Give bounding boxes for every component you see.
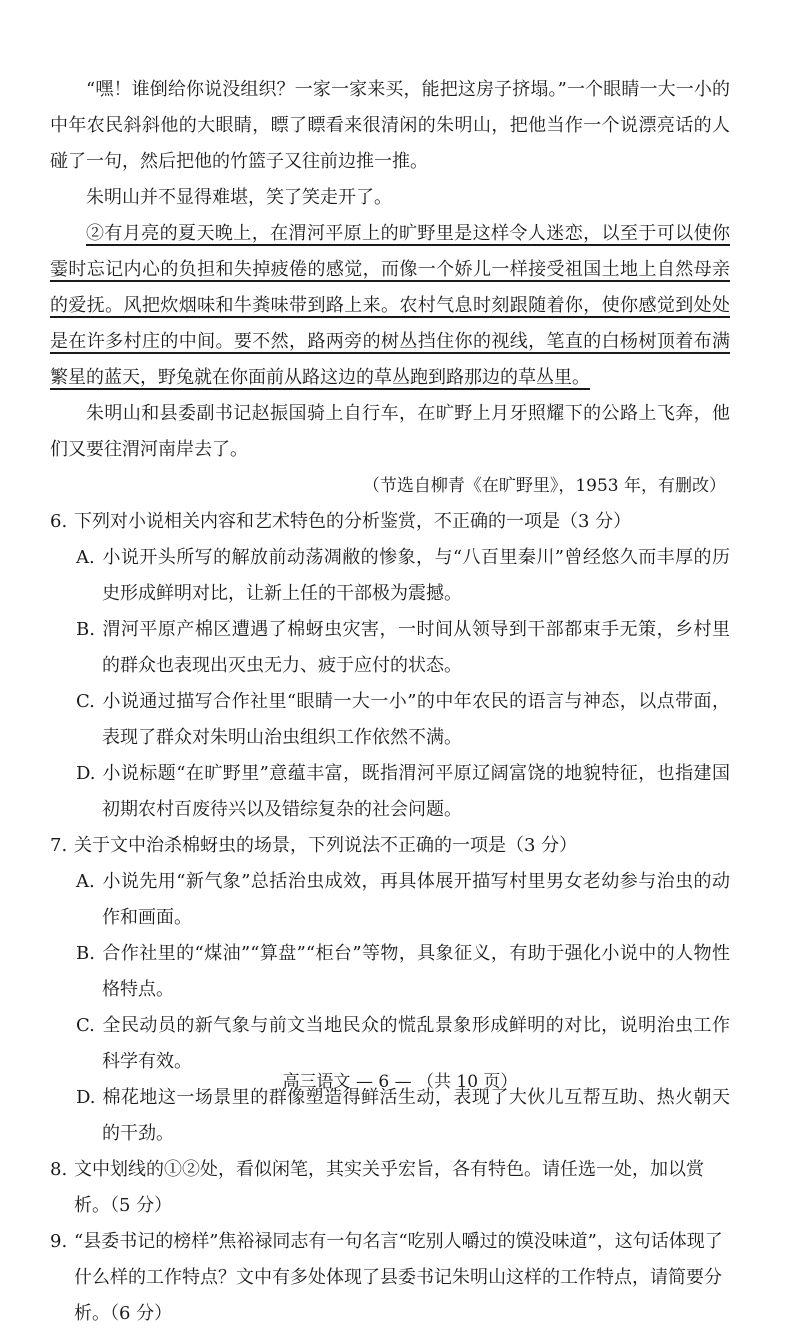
question-number: 9. — [50, 1231, 68, 1252]
option-text: 小说开头所写的解放前动荡凋敝的惨象，与“八百里秦川”曾经悠久而丰厚的历史形成鲜明对比，让新上任的干部极为震撼。 — [102, 547, 730, 604]
option-text: 小说标题“在旷野里”意蕴丰富，既指渭河平原辽阔富饶的地貌特征，也指建国初期农村百废待兴以及错综复杂的社会问题。 — [102, 763, 730, 820]
option-d — [50, 756, 730, 828]
question-9 — [50, 1224, 730, 1332]
option-label: B. — [76, 943, 95, 964]
option-a — [50, 540, 730, 612]
source-citation: （节选自柳青《在旷野里》，1953 年，有删改） — [362, 476, 726, 496]
question-text: 关于文中治杀棉蚜虫的场景，下列说法不正确的一项是（3 分） — [74, 835, 578, 856]
question-text: “县委书记的榜样”焦裕禄同志有一句名言“吃别人嚼过的馍没味道”，这句话体现了什么样的工作特点？文中有多处体现了县委书记朱明山这样的工作特点，请简要分析。（6 分） — [74, 1231, 723, 1324]
question-stem — [50, 828, 730, 864]
option-text: 小说先用“新气象”总括治虫成效，再具体展开描写村里男女老幼参与治虫的动作和画面。 — [102, 871, 730, 928]
question-text: 文中划线的①②处，看似闲笔，其实关乎宏旨，各有特色。请任选一处，加以赏析。（5 分） — [74, 1159, 704, 1216]
option-label: C. — [76, 691, 95, 712]
passage-paragraph-4: 朱明山和县委副书记赵振国骑上自行车，在旷野上月牙照耀下的公路上飞奔，他们又要往渭河南岸去了。 — [50, 403, 730, 460]
option-label: D. — [76, 1087, 96, 1108]
page-footer: 高三语文 — 6 — （共 10 页） — [282, 1072, 518, 1092]
underlined-passage-2: ②有月亮的夏天晚上，在渭河平原上的旷野里是这样令人迷恋，以至于可以使你霎时忘记内心的负担和失掉疲倦的感觉，而像一个娇儿一样接受祖国土地上自然母亲的爱抚。风把炊烟味和牛粪味带到路上来。农村气息时刻跟随着你，使你感觉到处处是在许多村庄的中间。要不然，路两旁的树丛挡住你的视线，笔直的白杨树顶着布满繁星的蓝天，野兔就在你面前从路这边的草丛跑到路那边的草丛里。 — [50, 223, 730, 388]
option-label: A. — [76, 547, 95, 568]
question-stem — [50, 1152, 730, 1224]
option-text: 合作社里的“煤油”“算盘”“柜台”等物，具象征义，有助于强化小说中的人物性格特点。 — [102, 943, 730, 1000]
question-7 — [50, 828, 730, 1152]
passage-paragraph-1: “嘿！谁倒给你说没组织？一家一家来买，能把这房子挤塌。”一个眼睛一大一小的中年农民斜斜他的大眼睛，瞟了瞟看来很清闲的朱明山，把他当作一个说漂亮话的人碰了一句，然后把他的竹篮子又往前边推一推。 — [50, 79, 730, 172]
question-text: 下列对小说相关内容和艺术特色的分析鉴赏，不正确的一项是（3 分） — [74, 511, 632, 532]
question-number: 7. — [50, 835, 68, 856]
question-number: 6. — [50, 511, 68, 532]
option-text: 小说通过描写合作社里“眼睛一大一小”的中年农民的语言与神态，以点带面，表现了群众对朱明山治虫组织工作依然不满。 — [102, 691, 730, 748]
option-label: B. — [76, 619, 95, 640]
option-c — [50, 684, 730, 756]
passage-paragraph-3 — [50, 216, 730, 396]
option-label: D. — [76, 763, 96, 784]
question-stem — [50, 504, 730, 540]
question-stem — [50, 1224, 730, 1332]
question-8 — [50, 1152, 730, 1224]
passage-paragraph-2: 朱明山并不显得难堪，笑了笑走开了。 — [86, 187, 392, 208]
option-text: 渭河平原产棉区遭遇了棉蚜虫灾害，一时间从领导到干部都束手无策，乡村里的群众也表现出灭虫无力、疲于应付的状态。 — [102, 619, 730, 676]
option-label: A. — [76, 871, 95, 892]
option-b — [50, 936, 730, 1008]
question-6 — [50, 504, 730, 828]
option-b — [50, 612, 730, 684]
option-text: 棉花地这一场景里的群像塑造得鲜活生动，表现了大伙儿互帮互助、热火朝天的干劲。 — [102, 1087, 730, 1144]
option-text: 全民动员的新气象与前文当地民众的慌乱景象形成鲜明的对比，说明治虫工作科学有效。 — [102, 1015, 730, 1072]
option-label: C. — [76, 1015, 95, 1036]
question-number: 8. — [50, 1159, 68, 1180]
option-a — [50, 864, 730, 936]
